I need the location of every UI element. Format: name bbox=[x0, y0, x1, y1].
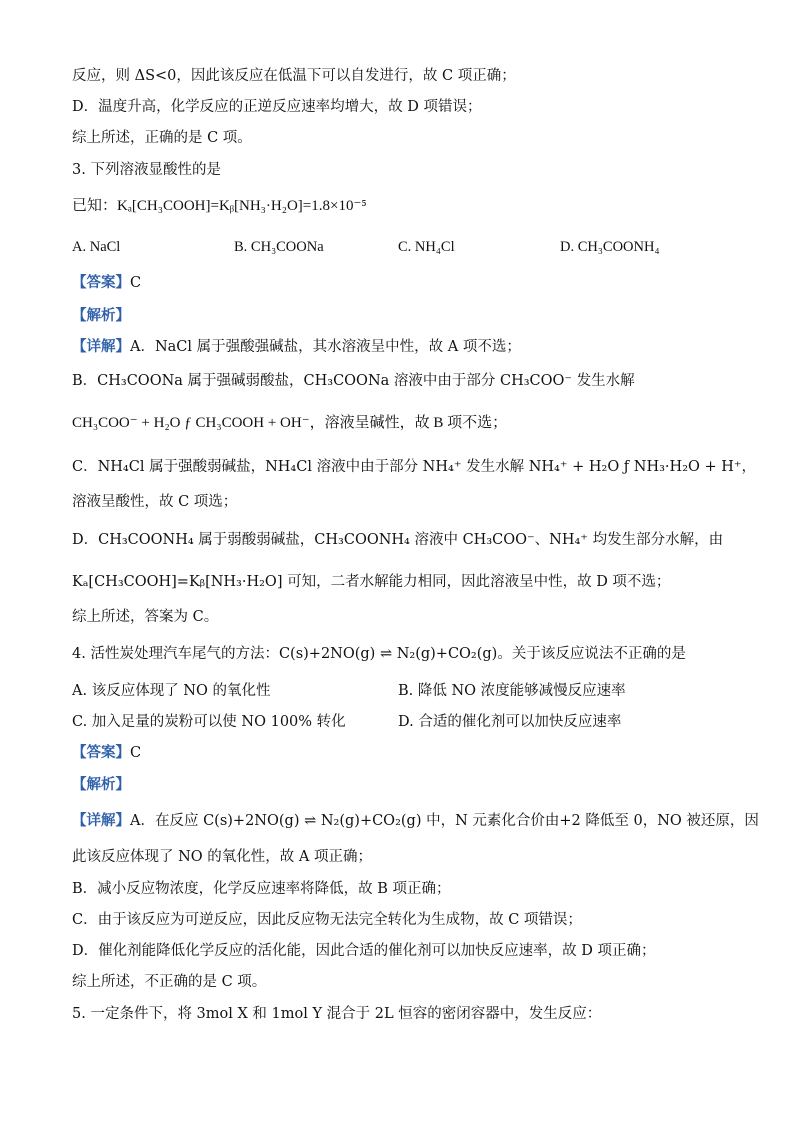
section-tag: 【解析】 bbox=[72, 777, 130, 793]
section-tag: 【详解】 bbox=[72, 339, 130, 355]
section-tag: 【解析】 bbox=[72, 308, 130, 324]
paragraph-line: 反应，则 ΔS<0，因此该反应在低温下可以自发进行，故 C 项正确； bbox=[72, 68, 516, 84]
q3-detail-line: D．CH₃COONH₄ 属于弱酸弱碱盐，CH₃COONH₄ 溶液中 CH₃COO⁻、NH₄⁺ 均发生部分水解，由 bbox=[72, 532, 724, 548]
section-tag: 【答案】 bbox=[72, 275, 130, 291]
q4-detail-line: D．催化剂能降低化学反应的活化能，因此合适的催化剂可以加快反应速率，故 D 项正确； bbox=[72, 943, 656, 959]
question-3-stem: 3. 下列溶液显酸性的是 bbox=[72, 162, 221, 178]
q4-detail-line: 【详解】A．在反应 C(s)+2NO(g) ⇌ N₂(g)+CO₂(g) 中，N 元素化合价由+2 降低至 0，NO 被还原，因 bbox=[72, 813, 759, 829]
section-tag: 【详解】 bbox=[72, 813, 130, 829]
q4-detail-line: C．由于该反应为可逆反应，因此反应物无法完全转化为生成物，故 C 项错误； bbox=[72, 912, 582, 928]
q3-detail-line: 【详解】A．NaCl 属于强酸强碱盐，其水溶液呈中性，故 A 项不选； bbox=[72, 339, 521, 355]
q3-option-c: C. NH₄Cl bbox=[398, 239, 455, 255]
q4-option-a: A. 该反应体现了 NO 的氧化性 bbox=[72, 683, 271, 699]
q4-answer: 【答案】C bbox=[72, 745, 142, 761]
q3-detail-equation: CH₃COO⁻ + H₂O ƒ CH₃COOH + OH⁻，溶液呈碱性，故 B 项不选； bbox=[72, 415, 508, 431]
q3-answer: 【答案】C bbox=[72, 275, 142, 291]
q4-detail-line: B．减小反应物浓度，化学反应速率将降低，故 B 项正确； bbox=[72, 881, 451, 897]
q3-analysis-heading bbox=[72, 306, 734, 326]
q3-detail-line: 溶液呈酸性，故 C 项选； bbox=[72, 494, 238, 510]
q3-option-d: D. CH₃COONH₄ bbox=[560, 239, 660, 255]
q3-option-b: B. CH₃COONa bbox=[234, 239, 324, 255]
q3-option-a: A. NaCl bbox=[72, 239, 121, 255]
q3-conclusion: 综上所述，答案为 C。 bbox=[72, 609, 219, 625]
q3-detail-line: B．CH₃COONa 属于强碱弱酸盐，CH₃COONa 溶液中由于部分 CH₃COO⁻ 发生水解 bbox=[72, 373, 635, 389]
q3-detail-line: C．NH₄Cl 属于强酸弱碱盐，NH₄Cl 溶液中由于部分 NH₄⁺ 发生水解 NH₄⁺ + H₂O ƒ NH₃·H₂O + H⁺， bbox=[72, 459, 757, 475]
q3-detail-line: Kₐ[CH₃COOH]=Kᵦ[NH₃·H₂O] 可知，二者水解能力相同，因此溶液呈中性，故 D 项不选； bbox=[72, 574, 671, 590]
q4-option-b: B. 降低 NO 浓度能够减慢反应速率 bbox=[398, 683, 626, 699]
q4-option-c: C. 加入足量的炭粉可以使 NO 100% 转化 bbox=[72, 714, 346, 730]
question-4-stem: 4. 活性炭处理汽车尾气的方法：C(s)+2NO(g) ⇌ N₂(g)+CO₂(g)。关于该反应说法不正确的是 bbox=[72, 646, 686, 662]
q4-option-d: D. 合适的催化剂可以加快反应速率 bbox=[398, 714, 622, 730]
question-3-known: 已知：Kₐ[CH₃COOH]=Kᵦ[NH₃·H₂O]=1.8×10⁻⁵ bbox=[72, 198, 367, 214]
question-5-stem: 5. 一定条件下，将 3mol X 和 1mol Y 混合于 2L 恒容的密闭容器中，发生反应： bbox=[72, 1006, 602, 1022]
q4-analysis-heading bbox=[72, 775, 734, 795]
section-tag: 【答案】 bbox=[72, 745, 130, 761]
q4-detail-line: 此该反应体现了 NO 的氧化性，故 A 项正确； bbox=[72, 849, 372, 865]
paragraph-line: D．温度升高，化学反应的正逆反应速率均增大，故 D 项错误； bbox=[72, 99, 482, 115]
paragraph-line: 综上所述，正确的是 C 项。 bbox=[72, 130, 252, 146]
q4-conclusion: 综上所述，不正确的是 C 项。 bbox=[72, 974, 267, 990]
